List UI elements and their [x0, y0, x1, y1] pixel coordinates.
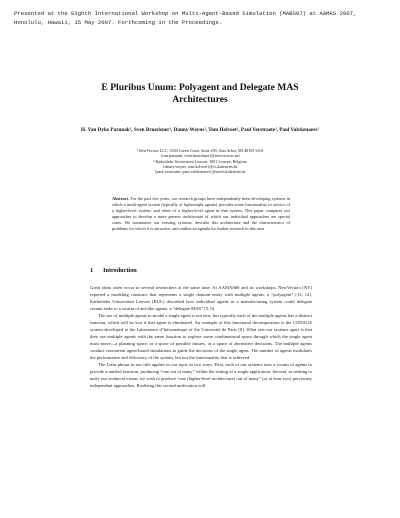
abstract [112, 196, 290, 233]
author-list: H. Van Dyke Parunak¹, Sven Brueckner¹, Danny Weyns², Tom Holvoet², Paul Verstraete², Paul Valckenaers² [81, 127, 319, 133]
paragraph: Great ideas often occur to several researchers at the same time. At AAMAS06 and its workshops, NewVectors (NV) reported a modeling construct that represents a single domain entity with multiple agents, a “polyagent” [13, 14]. Katholieke Universiteit Leuven (KUL) described how individual agents in a manufacturing system could delegate certain tasks to a swarm of ant-like agents, a “delegate MAS” [5, 6]. [90, 285, 312, 311]
affiliation-line: ² Katholieke Universiteit Leuven, 3001 Leuven, Belgium [153, 158, 247, 164]
section-title: Introduction [103, 267, 137, 274]
section-heading [90, 267, 137, 274]
email-line: {van.parunak, sven.brueckner}@newvectors.net [160, 153, 240, 159]
paragraph: The Latin phrase in our title applies to our topic in two ways. First, each of our systems uses a swarm of agents to provide a unified function, producing “one out of many” within the setting of a single application. Second, in seeking to unify our technical vision, we wish to produce “one (higher-level architecture) out of many” (or at least two) previously independent approaches. Realizing this second unification will [90, 362, 312, 388]
section-number: 1 [90, 267, 94, 274]
abstract-text: For the past few years, our research groups have independently been developing systems in which a multi-agent system (typically of lightweight agents) provides some functionality in service of a higher-level system, and often of a higher-level agent in that system. This paper compares our approaches to develop a more generic architecture of which our individual approaches are special cases. We summarize our existing systems, describe this architecture and the characteristics of problems for which it is attractive, and outline an agenda for further research in this area. [112, 196, 290, 232]
email-line: {danny.weyns, tom.holvoet}@cs.kuleuven.be [162, 163, 238, 169]
abstract-label: Abstract. [112, 196, 130, 201]
body-text [90, 284, 312, 389]
paragraph: The use of multiple agents to model a single agent is not new, but typically each of the multiple agents has a distinct function, which will be lost if that agent is eliminated. An example of this functional decomposition is the CODAGE system developed at the Laboratoire d’Informatique of the Université de Paris [8]. What sets our systems apart is that they use multiple agents with the same function to explore some combinatorial space through which the single agent must move—a planning space, or a space of possible futures, or a space of alternative decisions. The multiple agents conduct concurrent agent-based simulations to guide the decisions of the single agent. The number of agents modulates the performance and efficiency of the system, but not the functionality that is achieved. [90, 313, 312, 360]
presentation-note: Presented at the Eighth International Workshop on Multi-Agent-Based Simulation (MABS07) at AAMAS 2007, Honolulu, Hawaii, 15 May 2007. Forthcoming in the Proceedings. [14, 10, 357, 26]
affiliation-line: ¹ NewVectors LLC, 3520 Green Court, Suite 250, Ann Arbor, MI 48105 USA [136, 148, 264, 153]
paper-title: E Pluribus Unum: Polyagent and Delegate MAS Architectures [101, 82, 299, 105]
affiliations [90, 148, 310, 174]
email-line: {paul.verstraete, paul.valckenaers}@mech.kuleuven.be [154, 169, 246, 175]
